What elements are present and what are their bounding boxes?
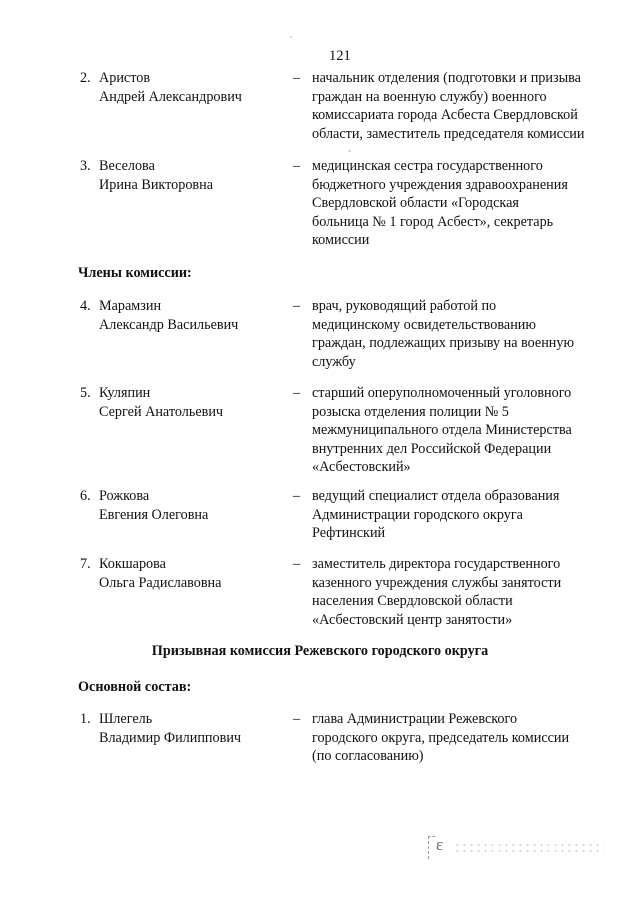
entry-surname: Веселова xyxy=(99,158,155,174)
entry-surname: Марамзин xyxy=(99,298,162,314)
entry-description xyxy=(312,297,622,371)
entry-dash: – xyxy=(293,711,301,727)
entry-description-line: «Асбестовский центр занятости» xyxy=(312,611,513,628)
entry-description-line: старший оперуполномоченный уголовного xyxy=(312,385,572,401)
entry-description-line: розыска отделения полиции № 5 xyxy=(312,403,509,420)
entry-description-line: больница № 1 город Асбест», секретарь xyxy=(312,213,554,230)
entry-description-line: начальник отделения (подготовки и призыва xyxy=(312,70,581,86)
entry-given-name: Евгения Олеговна xyxy=(99,506,209,523)
entry-description-line: (по согласованию) xyxy=(312,748,424,765)
entry-person-name xyxy=(99,384,289,421)
entry-description-line: ведущий специалист отдела образования xyxy=(312,488,560,504)
entry-number: 7. xyxy=(80,556,91,572)
page-number: 121 xyxy=(329,48,351,64)
entry-description-line: области, заместитель председателя комиссии xyxy=(312,125,585,142)
entry-dash: – xyxy=(293,556,301,572)
entry-description-line: медицинскому освидетельствованию xyxy=(312,316,536,333)
entry-person-name xyxy=(99,69,289,106)
entry-description-line: Свердловской области «Городская xyxy=(312,195,519,212)
entry-dash: – xyxy=(293,70,301,86)
entry-description-line: заместитель директора государственного xyxy=(312,556,561,572)
entry-description-line: населения Свердловской области xyxy=(312,593,513,610)
entry-dash: – xyxy=(293,298,301,314)
entry-number: 1. xyxy=(80,711,91,727)
faint-stamp-mark xyxy=(428,830,608,870)
entry-description-line: граждан на военную службу) военного xyxy=(312,88,547,105)
entry-description xyxy=(312,487,622,543)
members-heading: Члены комиссии: xyxy=(78,265,192,281)
entry-surname: Кокшарова xyxy=(99,556,166,572)
entry-description-line: комиссариата города Асбеста Свердловской xyxy=(312,107,578,124)
entry-description xyxy=(312,384,622,477)
entry-surname: Аристов xyxy=(99,70,151,86)
main-composition-heading: Основной состав: xyxy=(78,679,192,695)
entry-description-line: Администрации городского округа xyxy=(312,506,523,523)
entry-description xyxy=(312,710,622,766)
entry-description-line: «Асбестовский» xyxy=(312,459,411,476)
entry-number: 3. xyxy=(80,158,91,174)
entry-dash: – xyxy=(293,385,301,401)
entry-description-line: внутренних дел Российской Федерации xyxy=(312,440,552,457)
entry-number: 2. xyxy=(80,70,91,86)
entry-person-name xyxy=(99,157,289,194)
entry-description-line: Рефтинский xyxy=(312,525,386,542)
entry-surname: Куляпин xyxy=(99,385,151,401)
entry-given-name: Андрей Александрович xyxy=(99,88,242,105)
entry-description-line: бюджетного учреждения здравоохранения xyxy=(312,176,568,193)
entry-description-line: комиссии xyxy=(312,232,370,249)
stamp-glyph: ε xyxy=(436,835,444,854)
entry-number: 5. xyxy=(80,385,91,401)
stamp-dots xyxy=(454,842,604,854)
entry-given-name: Сергей Анатольевич xyxy=(99,403,224,420)
entry-description xyxy=(312,555,622,629)
entry-person-name xyxy=(99,487,289,524)
entry-given-name: Ирина Викторовна xyxy=(99,176,214,193)
commission-heading: Призывная комиссия Режевского городского округа xyxy=(151,643,489,659)
entry-number: 4. xyxy=(80,298,91,314)
entry-person-name xyxy=(99,297,289,334)
entry-description-line: казенного учреждения службы занятости xyxy=(312,574,562,591)
stamp-bracket xyxy=(428,836,435,859)
entry-number: 6. xyxy=(80,488,91,504)
entry-description-line: городского округа, председатель комиссии xyxy=(312,729,570,746)
entry-description-line: межмуниципального отдела Министерства xyxy=(312,422,572,439)
entry-given-name: Александр Васильевич xyxy=(99,316,239,333)
entry-description-line: службу xyxy=(312,353,356,370)
entry-description-line: медицинская сестра государственного xyxy=(312,158,543,174)
scan-speck xyxy=(348,150,351,152)
entry-description-line: граждан, подлежащих призыву на военную xyxy=(312,335,575,352)
entry-dash: – xyxy=(293,158,301,174)
entry-person-name xyxy=(99,555,289,592)
entry-person-name xyxy=(99,710,289,747)
entry-description xyxy=(312,157,622,250)
scan-speck xyxy=(290,36,292,38)
entry-given-name: Владимир Филиппович xyxy=(99,729,242,746)
entry-description-line: глава Администрации Режевского xyxy=(312,711,518,727)
entry-description xyxy=(312,69,622,143)
entry-given-name: Ольга Радиславовна xyxy=(99,574,222,591)
entry-surname: Шлегель xyxy=(99,711,153,727)
entry-description-line: врач, руководящий работой по xyxy=(312,298,497,314)
entry-surname: Рожкова xyxy=(99,488,150,504)
entry-dash: – xyxy=(293,488,301,504)
